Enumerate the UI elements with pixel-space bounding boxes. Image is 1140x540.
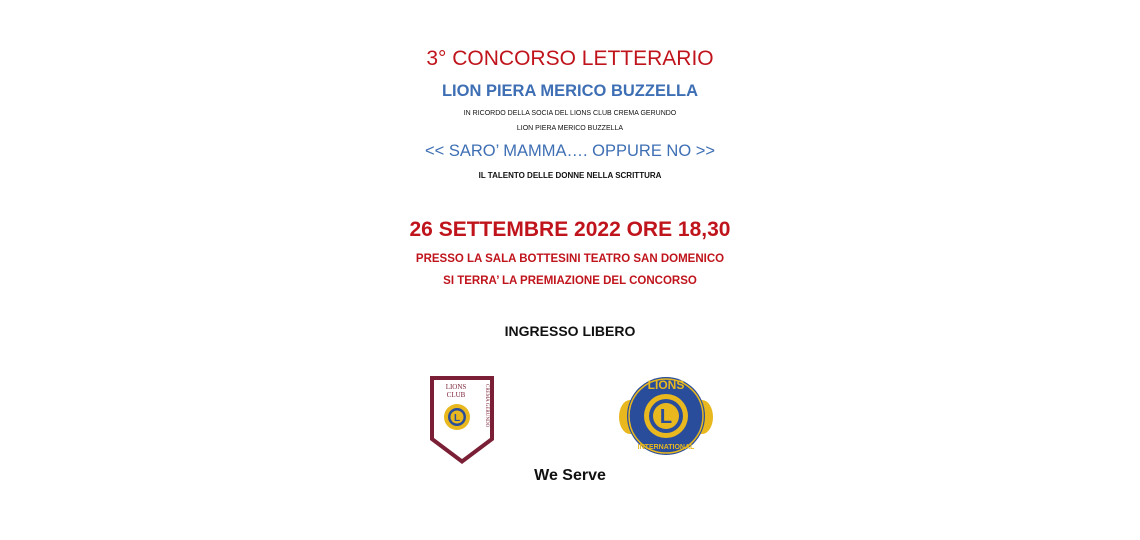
honoree-name: LION PIERA MERICO BUZZELLA [441, 82, 699, 100]
contest-title: 3° CONCORSO LETTERARIO [426, 47, 714, 70]
pennant-text-lions: LIONS [445, 383, 467, 391]
lions-international-emblem-icon [618, 373, 714, 459]
svg-text:L: L [453, 413, 461, 424]
memorial-line-1: IN RICORDO DELLA SOCIA DEL LIONS CLUB CREMA GERUNDO [463, 110, 677, 117]
event-date-time: 26 SETTEMBRE 2022 ORE 18,30 [409, 218, 731, 241]
pennant-text-club: CLUB [446, 391, 466, 399]
motto: We Serve [534, 467, 606, 484]
emblem-text-bottom: INTERNATIONAL [637, 444, 695, 451]
event-venue: PRESSO LA SALA BOTTESINI TEATRO SAN DOMENICO [415, 253, 725, 265]
event-description: SI TERRA’ LA PREMIAZIONE DEL CONCORSO [443, 275, 697, 287]
emblem-text-top: LIONS [647, 378, 685, 392]
contest-theme: << SARO’ MAMMA…. OPPURE NO >> [424, 142, 716, 160]
admission-note: INGRESSO LIBERO [504, 323, 636, 339]
pennant-text-side: CREMA GERUNDO [484, 384, 489, 428]
contest-subtitle: IL TALENTO DELLE DONNE NELLA SCRITTURA [478, 171, 662, 180]
lions-club-pennant-icon [428, 374, 496, 466]
emblem-letter: L [659, 406, 673, 428]
memorial-line-2: LION PIERA MERICO BUZZELLA [516, 125, 624, 132]
